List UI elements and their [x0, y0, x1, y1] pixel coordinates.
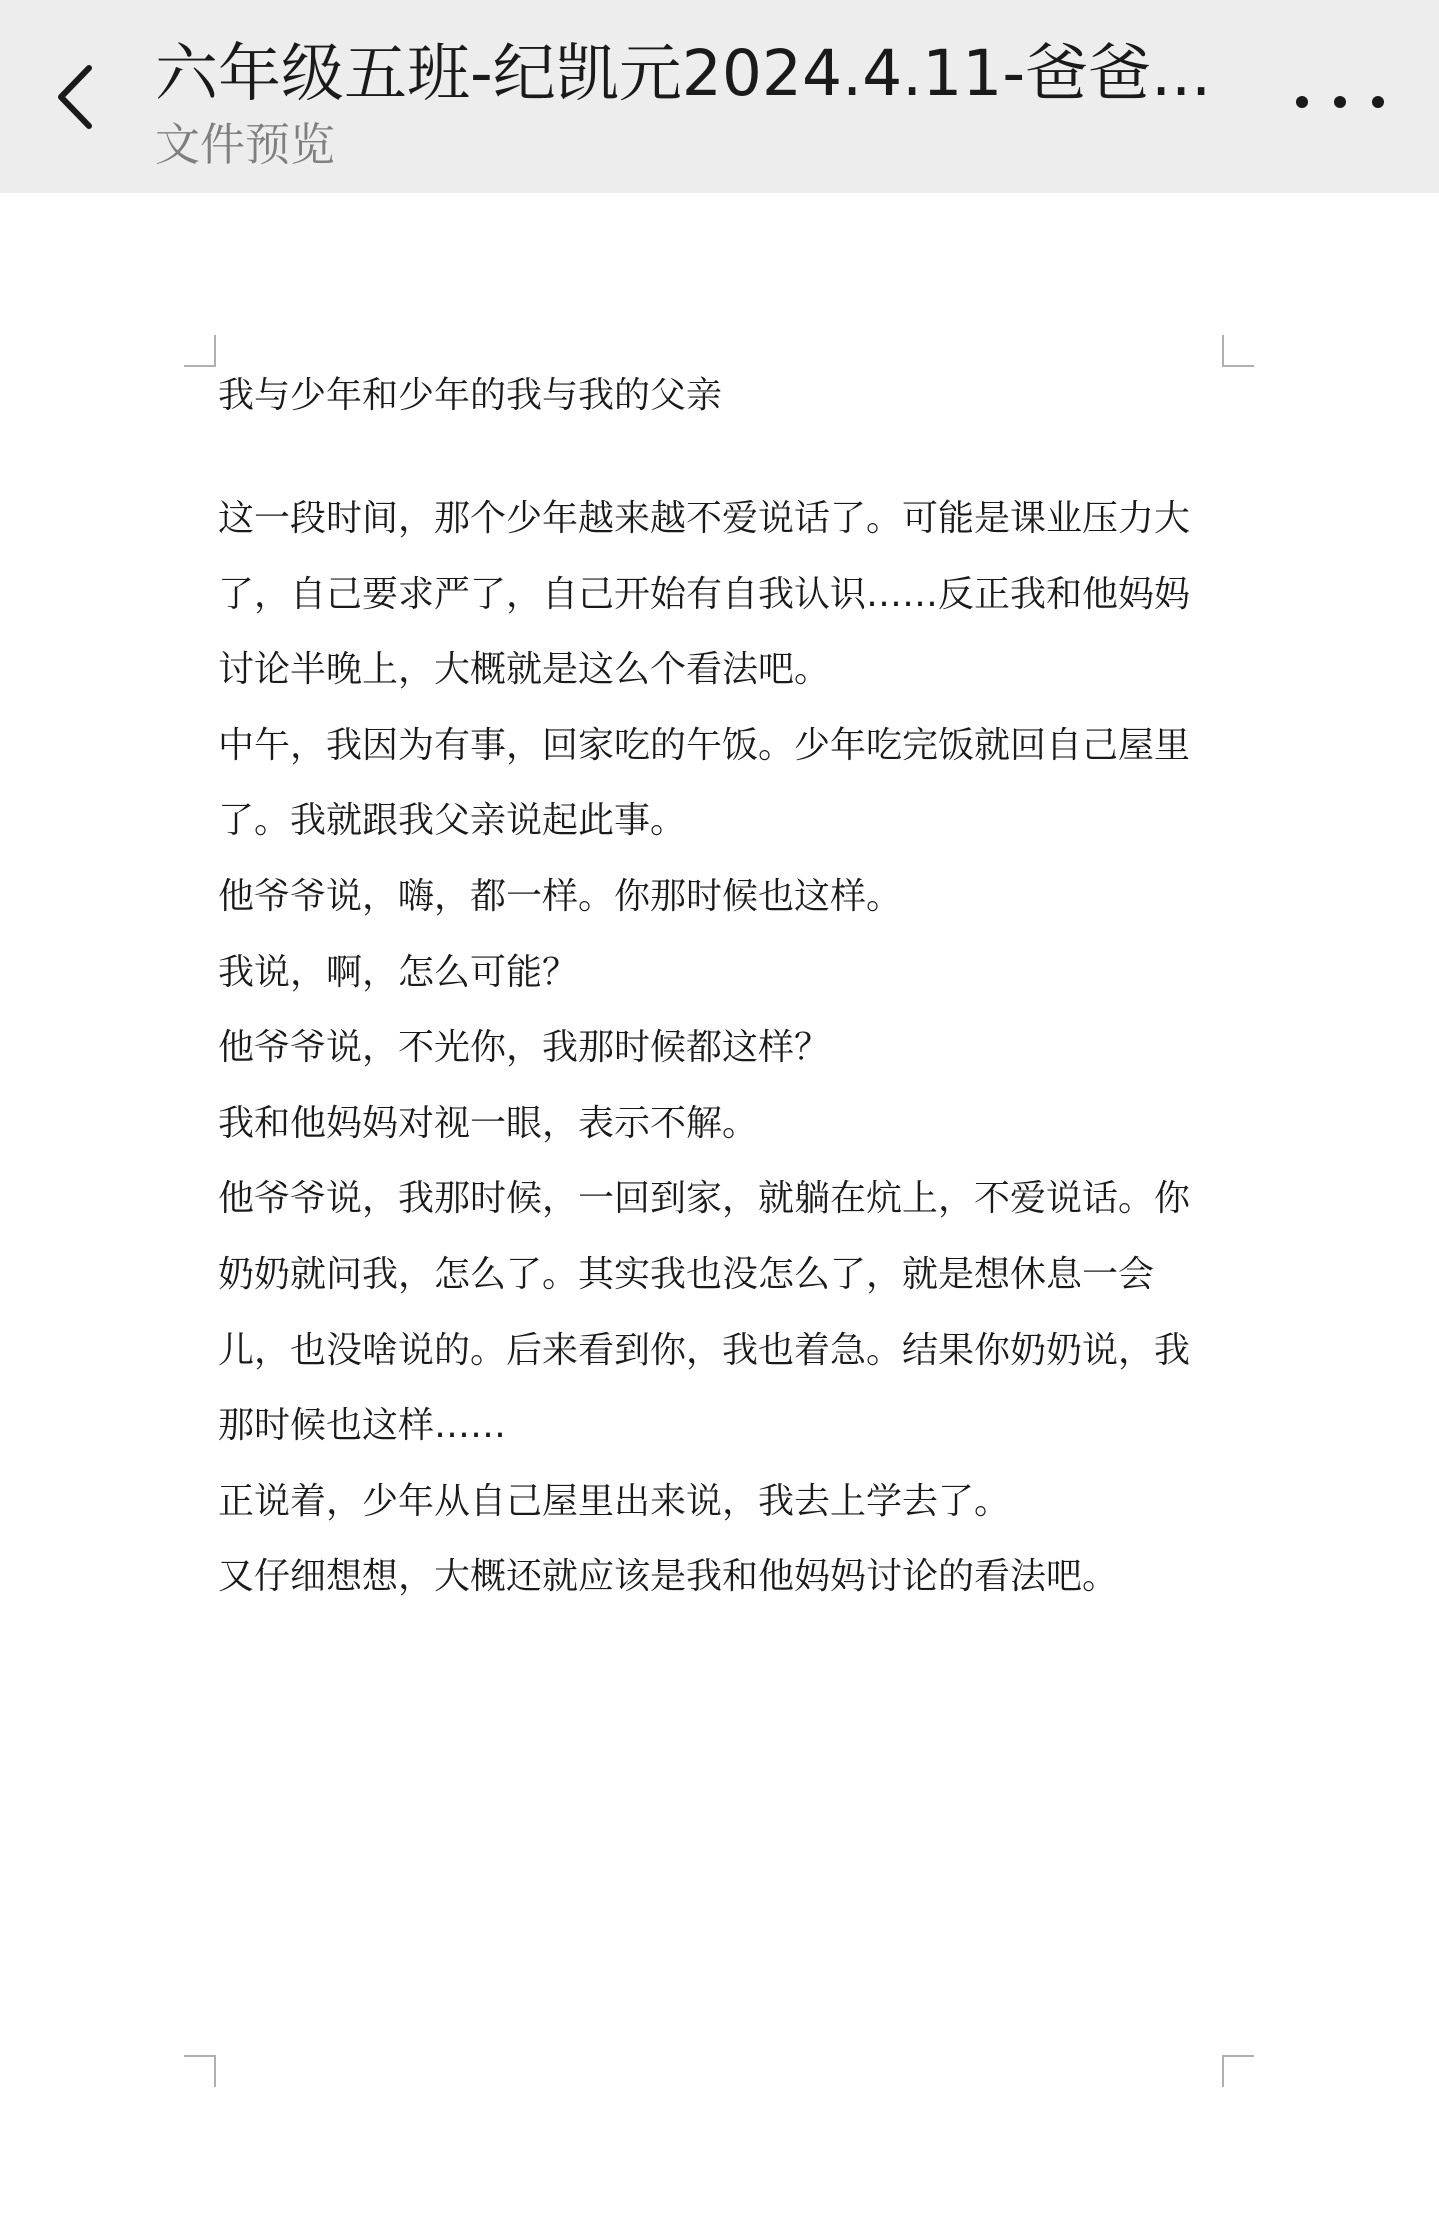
document-title: 我与少年和少年的我与我的父亲	[218, 375, 723, 416]
page-corner-mark	[1222, 335, 1254, 367]
paragraph: 中午，我因为有事，回家吃的午饭。少年吃完饭就回自己屋里了。我就跟我父亲说起此事。	[218, 724, 1191, 842]
paragraph: 我和他妈妈对视一眼，表示不解。	[218, 1102, 759, 1144]
page-corner-mark	[184, 335, 216, 367]
more-options-button[interactable]	[1290, 80, 1390, 124]
more-horizontal-icon	[1296, 96, 1308, 108]
page-corner-mark	[184, 2055, 216, 2087]
page-corner-mark	[1222, 2055, 1254, 2087]
chevron-left-icon	[53, 62, 97, 132]
back-button[interactable]	[40, 52, 110, 142]
paragraph: 又仔细想想，大概还就应该是我和他妈妈讨论的看法吧。	[218, 1556, 1119, 1598]
paragraph: 我说，啊，怎么可能？	[218, 951, 579, 993]
paragraph: 他爷爷说，我那时候，一回到家，就躺在炕上，不爱说话。你奶奶就问我，怎么了。其实我也没怎么了，就是想休息一会儿，也没啥说的。后来看到你，我也着急。结果你奶奶说，我那时候也这样……	[218, 1178, 1191, 1447]
paragraph: 正说着，少年从自己屋里出来说，我去上学去了。	[218, 1480, 1011, 1522]
top-bar	[0, 0, 1439, 193]
file-title: 六年级五班-纪凯元2024.4.11-爸爸...	[155, 37, 1212, 110]
document-page[interactable]	[0, 193, 1439, 2221]
document-body	[218, 371, 1224, 1615]
file-preview-label: 文件预览	[155, 118, 336, 171]
paragraph: 他爷爷说，不光你，我那时候都这样？	[218, 1027, 831, 1069]
paragraph: 他爷爷说，嗨，都一样。你那时候也这样。	[218, 875, 903, 917]
more-dot	[1334, 96, 1346, 108]
paragraph: 这一段时间，那个少年越来越不爱说话了。可能是课业压力大了，自己要求严了，自己开始有自我认识……反正我和他妈妈讨论半晚上，大概就是这么个看法吧。	[218, 498, 1191, 691]
more-dot	[1372, 96, 1384, 108]
